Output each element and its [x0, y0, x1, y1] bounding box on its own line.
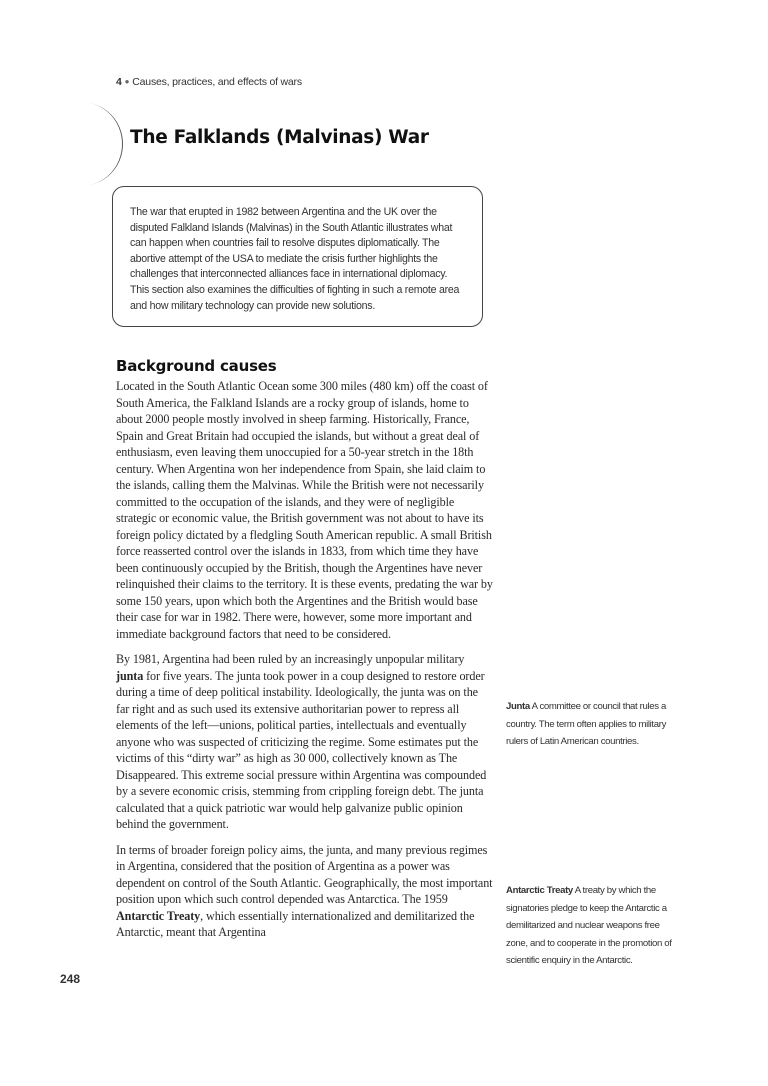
- intro-text: The war that erupted in 1982 between Argentina and the UK over the disputed Falkland Islands (Malvinas) in the South Atlantic illustrates what can happen when countries fail to resolve disputes diplomatically. The abortive attempt of the USA to mediate the crisis further highlights the challenges that interconnected alliances face in international diplomacy. This section also examines the difficulties of fighting in such a remote area and how military technology can provide new solutions.: [130, 206, 460, 312]
- glossary-note-junta-definition: A committee or council that rules a country. The term often applies to military rulers of Latin American countries.: [506, 701, 667, 748]
- page-number: 248: [60, 972, 81, 986]
- glossary-note-junta: [506, 698, 678, 751]
- body-text: [116, 378, 494, 950]
- glossary-note-junta-term: Junta: [506, 701, 530, 712]
- glossary-note-antarctic-term: Antarctic Treaty: [506, 885, 573, 896]
- paragraph-1: Located in the South Atlantic Ocean some 300 miles (480 km) off the coast of South America, the Falkland Islands are a rocky group of islands, home to about 2000 people mostly involved in sheep farming. Historically, France, Spain and Great Britain had occupied the islands, but without a great deal of enthusiasm, even leaving them unoccupied for a 50-year stretch in the 18th century. When Argentina won her independence from Spain, she laid claim to the islands, calling them the Malvinas. While the British were not necessarily committed to the occupation of the islands, and they were of negligible strategic or economic value, the British government was not about to have its foreign policy dictated by a fledgling South American republic. A small British force reasserted control over the islands in 1833, from which time they have been continuously occupied by the British, though the Argentines have never relinquished their claims to the territory. It is these events, predating the war by some 150 years, upon which both the Argentines and the British would base their case for war in 1982. There were, however, some more important and immediate background factors that need to be considered.: [116, 379, 493, 641]
- intro-box: [112, 186, 483, 327]
- chapter-title: Causes, practices, and effects of wars: [132, 76, 302, 88]
- glossary-note-antarctic-definition: A treaty by which the signatories pledge to keep the Antarctic a demilitarized and nuclear weapons free zone, and to cooperate in the promotion of scientific enquiry in the Antarctic.: [506, 885, 672, 967]
- paragraph-2: [116, 651, 494, 833]
- chapter-number: 4: [116, 76, 122, 88]
- paragraph-2-rest: for five years. The junta took power in a coup designed to restore order during a time of deep political instability. Ideologically, the junta was on the far right and as such used its extensive authoritarian power to repress all elements of the left—unions, political parties, intellectuals and eventually anyone who was suspected of criticizing the regime. Some estimates put the victims of this “dirty war” as high as 30 000, collectively known as The Disappeared. This extreme social pressure within Argentina was compounded by a severe economic crisis, stemming from crippling foreign debt. The junta calculated that a quick patriotic war would help galvanize public opinion behind the government.: [116, 668, 487, 831]
- glossary-term-antarctic-treaty: Antarctic Treaty: [116, 908, 201, 923]
- paragraph-3-rest: , which essentially internationalized and demilitarized the Antarctic, meant that Argentina: [116, 908, 475, 939]
- paragraph-3-start: In terms of broader foreign policy aims, the junta, and many previous regimes in Argentina, considered that the position of Argentina as a power was dependent on control of the South Atlantic. Geographically, the most important position upon which such control depended was Antarctica. The 1959: [116, 842, 493, 906]
- section-heading: Background causes: [116, 357, 277, 375]
- glossary-note-antarctic-treaty: [506, 882, 678, 970]
- paragraph-2-start: By 1981, Argentina had been ruled by an increasingly unpopular military: [116, 652, 465, 666]
- page-title: The Falklands (Malvinas) War: [130, 127, 429, 148]
- bullet-separator: ●: [124, 77, 130, 86]
- glossary-term-junta: junta: [116, 668, 144, 683]
- title-arc-decoration: [40, 102, 123, 186]
- paragraph-3: [116, 842, 494, 941]
- running-head: [116, 76, 302, 88]
